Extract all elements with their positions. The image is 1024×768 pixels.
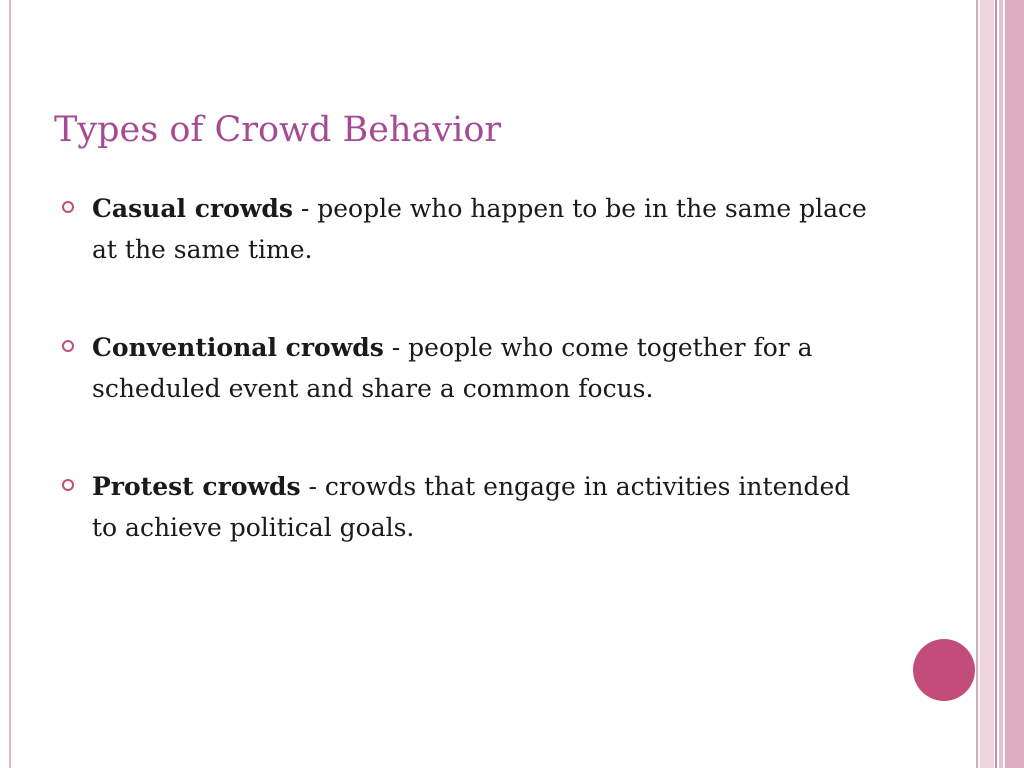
bullet-description: crowds that engage in activities intended to achieve political goals. [92,472,851,542]
bullet-separator: - [300,472,325,501]
bullet-description: people who come together for a scheduled event and share a common focus. [92,333,813,403]
bullet-item [62,327,882,409]
stripe [995,0,997,768]
right-decorative-stripes [976,0,1024,768]
bullet-term: Protest crowds [92,472,301,501]
bullet-description: people who happen to be in the same place at the same time. [92,194,867,264]
decorative-circle [913,639,975,701]
stripe [976,0,978,768]
bullet-separator: - [383,333,409,362]
stripe [980,0,994,768]
bullet-list [62,188,882,548]
left-border-line [9,0,11,768]
bullet-term: Conventional crowds [92,333,384,362]
bullet-ring-icon [62,201,74,213]
stripe [1005,0,1024,768]
bullet-ring-icon [62,340,74,352]
slide-title: Types of Crowd Behavior [54,110,502,150]
bullet-item [62,466,882,548]
bullet-term: Casual crowds [92,194,293,223]
bullet-ring-icon [62,479,74,491]
stripe [999,0,1003,768]
bullet-separator: - [292,194,318,223]
bullet-item [62,188,882,270]
